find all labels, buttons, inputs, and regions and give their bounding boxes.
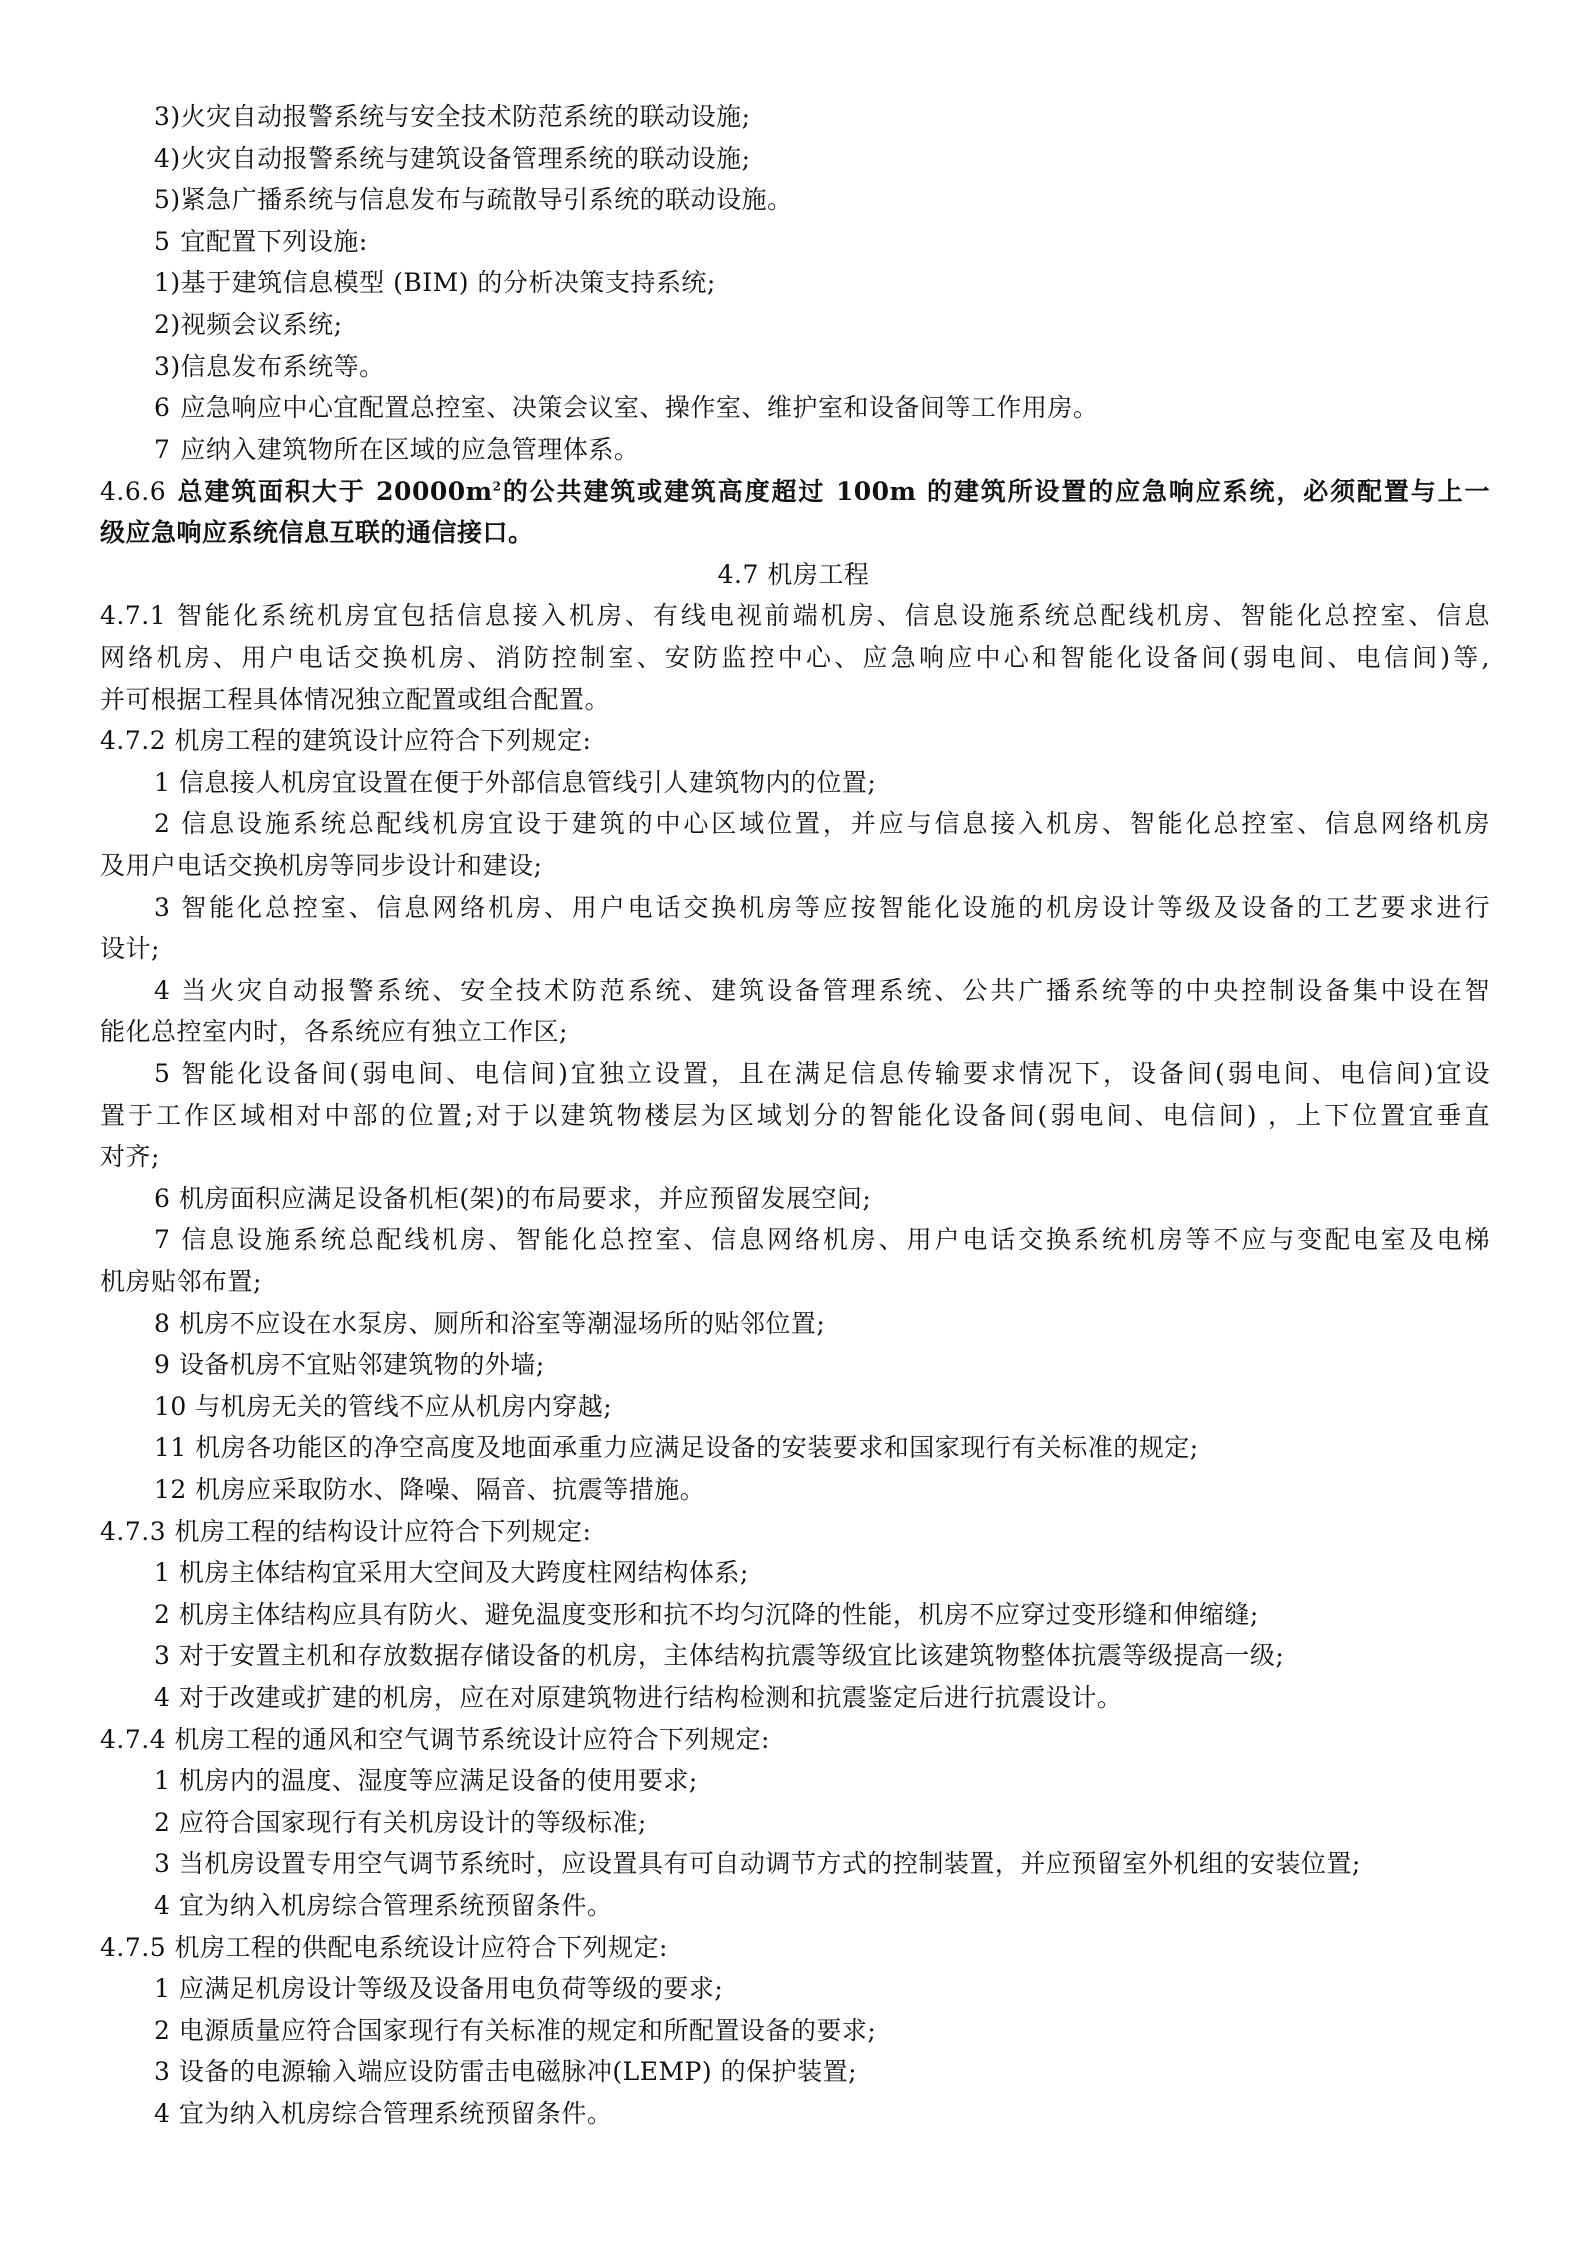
item-text: 应急响应中心宜配置总控室、决策会议室、操作室、维护室和设备间等工作用房。 (180, 393, 1099, 422)
list-item: 3)信息发布系统等。 (154, 352, 385, 381)
item-number: 6 (154, 393, 171, 422)
list-item: 3 设备的电源输入端应设防雷击电磁脉冲(LEMP) 的保护装置; (154, 2057, 858, 2086)
list-item: 3 对于安置主机和存放数据存储设备的机房，主体结构抗震等级宜比该建筑物整体抗震等级提高一级; (154, 1641, 1285, 1670)
list-item: 1)基于建筑信息模型 (BIM) 的分析决策支持系统; (154, 268, 716, 297)
clause-number: 4.6.6 (100, 477, 167, 506)
item-text: 应纳入建筑物所在区域的应急管理体系。 (180, 435, 640, 464)
list-item: 4 对于改建或扩建的机房，应在对原建筑物进行结构检测和抗震鉴定后进行抗震设计。 (154, 1683, 1123, 1712)
list-item: 4 当火灾自动报警系统、安全技术防范系统、建筑设备管理系统、公共广播系统等的中央控制设备集中设在智 (154, 976, 1490, 1005)
list-item: 6 机房面积应满足设备机柜(架)的布局要求，并应预留发展空间; (154, 1184, 872, 1213)
list-item: 2 电源质量应符合国家现行有关标准的规定和所配置设备的要求; (154, 2016, 877, 2045)
item-number: 7 (154, 435, 171, 464)
list-item: 4 宜为纳入机房综合管理系统预留条件。 (154, 2099, 613, 2128)
section-title: 4.7 机房工程 (717, 560, 870, 589)
list-item: 1 应满足机房设计等级及设备用电负荷等级的要求; (154, 1974, 724, 2003)
list-item: 3 当机房设置专用空气调节系统时，应设置具有可自动调节方式的控制装置，并应预留室外机组的安装位置; (154, 1849, 1361, 1878)
list-item: 3)火灾自动报警系统与安全技术防范系统的联动设施; (154, 102, 751, 131)
list-item-cont: 设计; (100, 934, 160, 963)
clause-text-part: 的公共建筑或建筑高度超过 100m 的建筑所设置的应急响应系统，必须配置与上一 (501, 477, 1490, 506)
clause-4-6-6-continued: 级应急响应系统信息互联的通信接口。 (100, 518, 534, 547)
list-item-cont: 能化总控室内时，各系统应有独立工作区; (100, 1017, 568, 1046)
superscript: 2 (492, 479, 502, 494)
list-item: 1 机房内的温度、湿度等应满足设备的使用要求; (154, 1766, 698, 1795)
list-item: 12 机房应采取防水、降噪、隔音、抗震等措施。 (154, 1475, 706, 1504)
clause-4-7-1-cont: 并可根据工程具体情况独立配置或组合配置。 (100, 685, 611, 714)
list-item (154, 388, 1490, 428)
item-number: 5 (154, 227, 171, 256)
list-item: 1 机房主体结构宜采用大空间及大跨度柱网结构体系; (154, 1558, 749, 1587)
item-text: 宜配置下列设施: (180, 227, 368, 256)
list-item: 8 机房不应设在水泵房、厕所和浴室等潮湿场所的贴邻位置; (154, 1309, 826, 1338)
clause-4-7-5-heading: 4.7.5 机房工程的供配电系统设计应符合下列规定: (100, 1933, 668, 1962)
clause-4-7-3-heading: 4.7.3 机房工程的结构设计应符合下列规定: (100, 1517, 592, 1546)
list-item: 5 智能化设备间(弱电间、电信间)宜独立设置，且在满足信息传输要求情况下，设备间(弱电间、电信间)宜设 (154, 1059, 1490, 1088)
clause-4-6-6 (100, 472, 1490, 512)
list-item (154, 222, 1490, 262)
list-item (154, 430, 1490, 470)
list-item: 2)视频会议系统; (154, 310, 343, 339)
clause-text (176, 477, 1490, 506)
list-item-cont: 及用户电话交换机房等同步设计和建设; (100, 851, 543, 880)
list-item: 4)火灾自动报警系统与建筑设备管理系统的联动设施; (154, 144, 751, 173)
list-item: 7 信息设施系统总配线机房、智能化总控室、信息网络机房、用户电话交换系统机房等不应与变配电室及电梯 (154, 1225, 1490, 1254)
clause-4-7-2-heading: 4.7.2 机房工程的建筑设计应符合下列规定: (100, 726, 592, 755)
list-item-cont: 机房贴邻布置; (100, 1267, 262, 1296)
list-item: 9 设备机房不宜贴邻建筑物的外墙; (154, 1350, 545, 1379)
clause-4-7-1-cont: 网络机房、用户电话交换机房、消防控制室、安防监控中心、应急响应中心和智能化设备间(弱电间、电信间)等, (100, 643, 1490, 672)
list-item: 2 信息设施系统总配线机房宜设于建筑的中心区域位置，并应与信息接入机房、智能化总控室、信息网络机房 (154, 809, 1490, 838)
clause-text-part: 总建筑面积大于 20000m (176, 477, 493, 506)
clause-4-7-1: 4.7.1 智能化系统机房宜包括信息接入机房、有线电视前端机房、信息设施系统总配线机房、智能化总控室、信息 (100, 601, 1490, 630)
list-item-cont: 对齐; (100, 1142, 160, 1171)
list-item: 2 应符合国家现行有关机房设计的等级标准; (154, 1808, 647, 1837)
list-item: 10 与机房无关的管线不应从机房内穿越; (154, 1392, 613, 1421)
clause-4-7-4-heading: 4.7.4 机房工程的通风和空气调节系统设计应符合下列规定: (100, 1725, 770, 1754)
list-item-cont: 置于工作区域相对中部的位置;对于以建筑物楼层为区域划分的智能化设备间(弱电间、电信间) ，上下位置宜垂直 (100, 1101, 1490, 1130)
list-item: 5)紧急广播系统与信息发布与疏散导引系统的联动设施。 (154, 185, 793, 214)
list-item: 4 宜为纳入机房综合管理系统预留条件。 (154, 1891, 613, 1920)
list-item: 1 信息接人机房宜设置在便于外部信息管线引人建筑物内的位置; (154, 768, 877, 797)
list-item: 11 机房各功能区的净空高度及地面承重力应满足设备的安装要求和国家现行有关标准的规定; (154, 1433, 1199, 1462)
list-item: 3 智能化总控室、信息网络机房、用户电话交换机房等应按智能化设施的机房设计等级及设备的工艺要求进行 (154, 893, 1490, 922)
list-item: 2 机房主体结构应具有防火、避免温度变形和抗不均匀沉降的性能，机房不应穿过变形缝和伸缩缝; (154, 1600, 1259, 1629)
